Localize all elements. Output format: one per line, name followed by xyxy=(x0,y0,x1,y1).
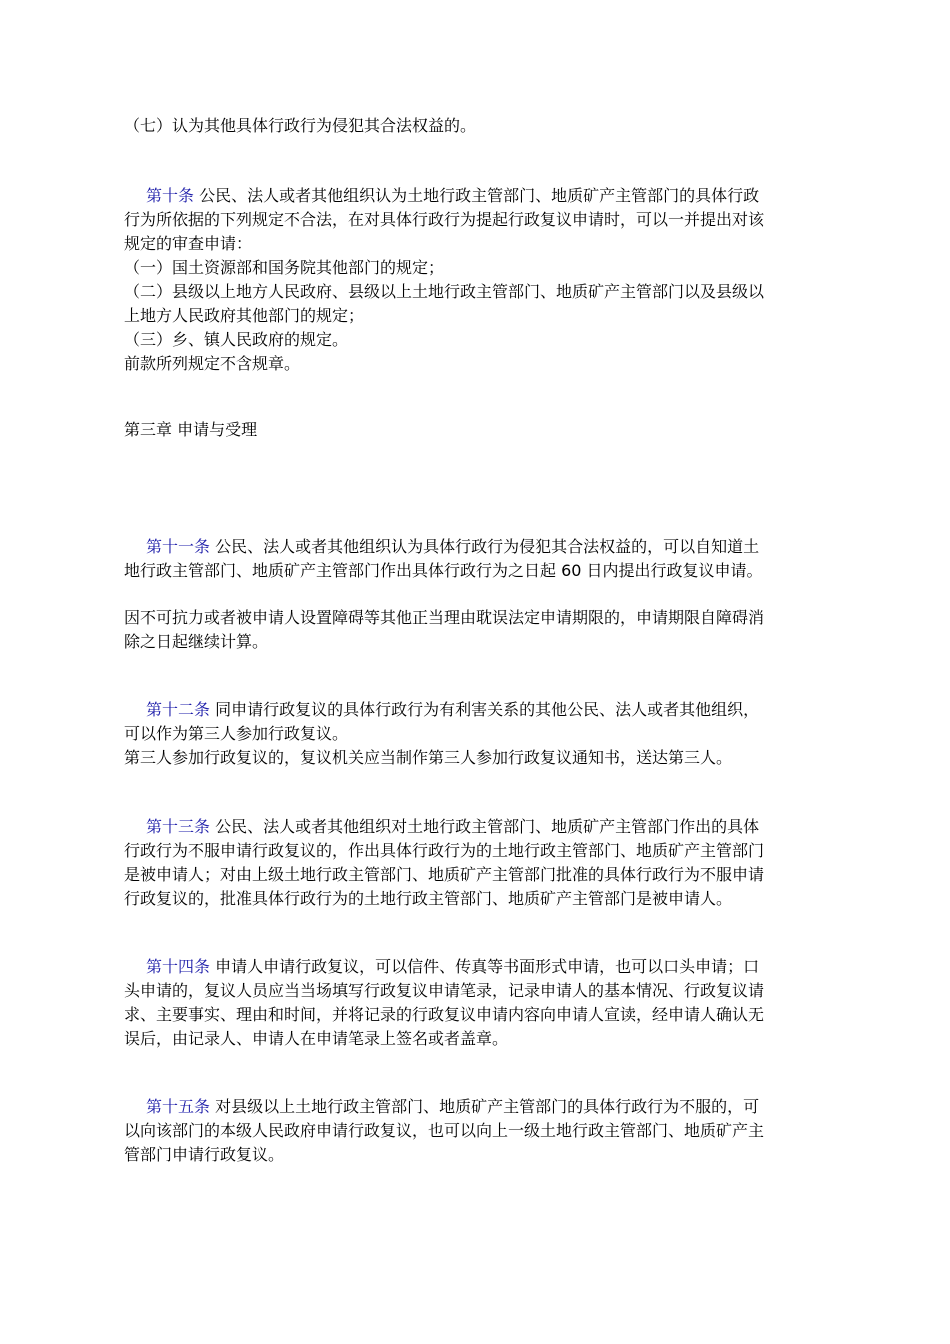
article-text: 申请人申请行政复议，可以信件、传真等书面形式申请，也可以口头申请；口 xyxy=(215,957,760,976)
article-text: 对县级以上土地行政主管部门、地质矿产主管部门的具体行政行为不服的，可 xyxy=(215,1097,760,1116)
article-text: 行为所依据的下列规定不合法，在对具体行政行为提起行政复议申请时，可以一并提出对该 xyxy=(124,210,765,229)
article-text: 是被申请人；对由上级土地行政主管部门、地质矿产主管部门批准的具体行政行为不服申请 xyxy=(124,865,765,884)
article-note: 前款所列规定不含规章。 xyxy=(124,354,301,373)
chapter-title: 第三章 申请与受理 xyxy=(124,420,258,439)
article-text: 求、主要事实、理由和时间，并将记录的行政复议申请内容向申请人宣读，经申请人确认无 xyxy=(124,1005,765,1024)
article-text: 同申请行政复议的具体行政行为有利害关系的其他公民、法人或者其他组织， xyxy=(215,700,760,719)
article-text: 以向该部门的本级人民政府申请行政复议，也可以向上一级土地行政主管部门、地质矿产主 xyxy=(124,1121,765,1140)
article-12 xyxy=(124,698,836,770)
article-number: 第十二条 xyxy=(146,700,211,719)
article-text: 规定的审查申请： xyxy=(124,234,253,253)
list-item: （二）县级以上地方人民政府、县级以上土地行政主管部门、地质矿产主管部门以及县级以 xyxy=(124,282,765,301)
article-text: 地行政主管部门、地质矿产主管部门作出具体行政行为之日起 60 日内提出行政复议申请。 xyxy=(124,561,763,580)
article-14 xyxy=(124,955,836,1051)
clause-text: （七）认为其他具体行政行为侵犯其合法权益的。 xyxy=(124,116,477,135)
article-text: 因不可抗力或者被申请人设置障碍等其他正当理由耽误法定申请期限的，申请期限自障碍消 xyxy=(124,608,765,627)
article-number: 第十三条 xyxy=(146,817,211,836)
article-text: 除之日起继续计算。 xyxy=(124,632,269,651)
article-text: 公民、法人或者其他组织认为具体行政行为侵犯其合法权益的，可以自知道土 xyxy=(215,537,760,556)
article-11-paragraph-2 xyxy=(124,606,836,654)
article-text: 头申请的，复议人员应当当场填写行政复议申请笔录，记录申请人的基本情况、行政复议请 xyxy=(124,981,765,1000)
clause-7 xyxy=(124,114,836,138)
list-item: 上地方人民政府其他部门的规定； xyxy=(124,306,365,325)
list-item: （三）乡、镇人民政府的规定。 xyxy=(124,330,349,349)
article-text: 第三人参加行政复议的，复议机关应当制作第三人参加行政复议通知书，送达第三人。 xyxy=(124,748,733,767)
article-11 xyxy=(124,535,836,583)
article-10 xyxy=(124,184,836,376)
article-text: 管部门申请行政复议。 xyxy=(124,1145,285,1164)
article-number: 第十五条 xyxy=(146,1097,211,1116)
article-text: 行政行为不服申请行政复议的，作出具体行政行为的土地行政主管部门、地质矿产主管部门 xyxy=(124,841,765,860)
article-number: 第十一条 xyxy=(146,537,211,556)
article-13 xyxy=(124,815,836,911)
article-text: 可以作为第三人参加行政复议。 xyxy=(124,724,349,743)
article-text: 行政复议的，批准具体行政行为的土地行政主管部门、地质矿产主管部门是被申请人。 xyxy=(124,889,733,908)
article-number: 第十条 xyxy=(146,186,195,205)
article-text: 误后，由记录人、申请人在申请笔录上签名或者盖章。 xyxy=(124,1029,509,1048)
list-item: （一）国土资源部和国务院其他部门的规定； xyxy=(124,258,445,277)
article-text: 公民、法人或者其他组织对土地行政主管部门、地质矿产主管部门作出的具体 xyxy=(215,817,760,836)
article-number: 第十四条 xyxy=(146,957,211,976)
article-text: 公民、法人或者其他组织认为土地行政主管部门、地质矿产主管部门的具体行政 xyxy=(199,186,760,205)
article-15 xyxy=(124,1095,836,1167)
chapter-heading xyxy=(124,418,836,442)
